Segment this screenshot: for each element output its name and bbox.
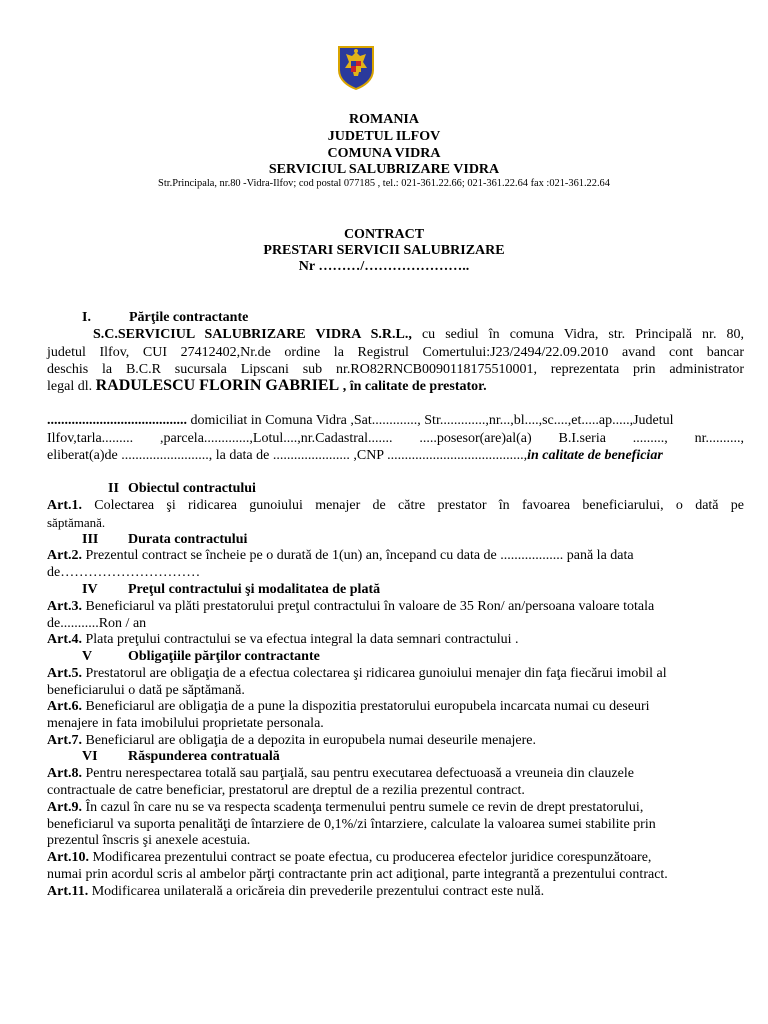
art-3-line-2: de...........Ron / an <box>47 616 147 631</box>
section-4-heading: Preţul contractului şi modalitatea de plată <box>128 582 381 597</box>
art-9-line-1 <box>47 799 744 816</box>
contract-subtitle: PRESTARI SERVICII SALUBRIZARE <box>263 243 505 258</box>
art-7-text: Beneficiarul are obligaţia de a depozita in europubela numai deseurile menajere. <box>82 733 537 748</box>
art-10-line-1 <box>47 849 744 866</box>
art-2-text: Prezentul contract se încheie pe o durată de 1(un) an, începand cu data de .................. pană la data <box>82 548 634 563</box>
art-6-line-1 <box>47 698 744 715</box>
parties-paragraph-line-3: deschis la B.C.R sucursala Lipscani sub nr.RO82RNCB0090118175510001, reprezentata prin administrator <box>47 362 744 377</box>
parties-paragraph-line-4 <box>47 377 744 395</box>
contract-number: Nr ………/………………….. <box>298 259 470 274</box>
beneficiary-address: domiciliat in Comuna Vidra ,Sat............., Str.............,nr...,bl....,sc....,et.....ap.....,Judetul <box>187 413 674 428</box>
art-1-text: Colectarea şi ridicarea gunoiului menajer de către prestator în favoarea beneficiarului, o dată pe <box>82 498 744 513</box>
parties-paragraph-line-1 <box>47 326 744 343</box>
legal-label: legal dl. <box>47 379 93 394</box>
art-10-line-2: numai prin acordul scris al ambelor părţi contractante prin act adiţional, parte integrantă a prezentului contract. <box>47 867 668 882</box>
beneficiary-role: in calitate de beneficiar <box>527 448 663 463</box>
art-9-label: Art.9. <box>47 800 82 815</box>
administrator-name: RADULESCU FLORIN GABRIEL <box>95 377 340 394</box>
art-10-label: Art.10. <box>47 850 89 865</box>
section-5-number: V <box>82 649 93 664</box>
header-address: Str.Principala, nr.80 -Vidra-Ilfov; cod postal 077185 , tel.: 021-361.22.66; 021-361.22.64 fax :021-361.22.64 <box>158 178 610 189</box>
art-7-line-1 <box>47 732 744 749</box>
art-1-line-1 <box>47 497 744 514</box>
section-3-number: III <box>82 532 99 547</box>
art-8-line-2: contractuale de catre beneficiar, prestatorul are dreptul de a rezilia prezentul contract. <box>47 783 525 798</box>
art-1-label: Art.1. <box>47 498 82 513</box>
prestator-role: , în calitate de prestator. <box>342 379 487 394</box>
section-5-heading: Obligaţiile părţilor contractante <box>128 649 320 664</box>
header-service: SERVICIUL SALUBRIZARE VIDRA <box>268 162 500 177</box>
beneficiary-line-1 <box>47 412 744 429</box>
art-8-line-1 <box>47 765 744 782</box>
header-county: JUDETUL ILFOV <box>327 129 441 144</box>
section-2-number: II <box>108 481 119 496</box>
art-11-line-1 <box>47 883 744 900</box>
header-commune: COMUNA VIDRA <box>327 146 441 161</box>
art-4-label: Art.4. <box>47 632 82 647</box>
art-5-label: Art.5. <box>47 666 82 681</box>
romania-coat-of-arms-icon <box>336 44 376 90</box>
beneficiary-name-blank: ........................................ <box>47 413 187 428</box>
art-3-text: Beneficiarul va plăti prestatorului preţul contractului în valoare de 35 Ron/ an/persoana valoare totala <box>82 599 655 614</box>
art-8-label: Art.8. <box>47 766 82 781</box>
art-4-line-1 <box>47 631 744 648</box>
art-5-text: Prestatorul are obligaţia de a efectua colectarea şi ridicarea gunoiului menajer din faţa fiecărui imobil al <box>82 666 667 681</box>
art-3-label: Art.3. <box>47 599 82 614</box>
art-10-text: Modificarea prezentului contract se poate efectua, cu producerea efectelor juridice corespunzătoare, <box>89 850 652 865</box>
header-country: ROMANIA <box>349 112 419 127</box>
art-6-label: Art.6. <box>47 699 82 714</box>
art-1-line-2: săptămană. <box>47 515 106 530</box>
art-3-line-1 <box>47 598 744 615</box>
section-6-heading: Răspunderea contratuală <box>128 749 280 764</box>
art-9-text: În cazul în care nu se va respecta scadenţa termenului pentru sumele ce revin de drept prestatorului, <box>82 800 644 815</box>
parties-paragraph-line-2: judetul Ilfov, CUI 27412402,Nr.de ordine la Registrul Comertului:J23/2494/22.09.2010 avand cont bancar <box>47 345 744 360</box>
section-1-number: I. <box>82 310 91 325</box>
art-9-line-3: prezentul înscris şi anexele acestuia. <box>47 833 251 848</box>
beneficiary-id-details: eliberat(a)de ........................., la data de ...................... ,CNP ......................................., <box>47 448 528 463</box>
section-1-heading: Părţile contractante <box>129 310 249 325</box>
section-3-heading: Durata contractului <box>128 532 248 547</box>
beneficiary-line-2: Ilfov,tarla......... ,parcela.............,Lotul....,nr.Cadastral....... .....posesor(are)al(a) B.I.seria ........., nr.........., <box>47 431 744 446</box>
art-8-text: Pentru nerespectarea totală sau parţială, sau pentru executarea defectuoasă a vreuneia din clauzele <box>82 766 634 781</box>
art-4-text: Plata preţului contractului se va efectua integral la data semnari contractului . <box>82 632 519 647</box>
company-name: S.C.SERVICIUL SALUBRIZARE VIDRA S.R.L., <box>93 327 412 342</box>
art-5-line-2: beneficiarului o dată pe săptămană. <box>47 683 245 698</box>
art-11-label: Art.11. <box>47 884 89 899</box>
section-2-heading: Obiectul contractului <box>128 481 256 496</box>
section-4-number: IV <box>82 582 98 597</box>
art-2-line-1 <box>47 547 744 564</box>
art-11-text: Modificarea unilaterală a oricăreia din prevederile prezentului contract este nulă. <box>88 884 545 899</box>
art-5-line-1 <box>47 665 744 682</box>
art-6-line-2: menajere in fata imobilului proprietate personala. <box>47 716 324 731</box>
art-7-label: Art.7. <box>47 733 82 748</box>
art-2-label: Art.2. <box>47 548 82 563</box>
art-2-line-2: de………………………… <box>47 565 201 580</box>
beneficiary-line-3 <box>47 447 744 464</box>
company-address: cu sediul în comuna Vidra, str. Principală nr. 80, <box>421 327 745 342</box>
art-6-text: Beneficiarul are obligaţia de a pune la dispozitia prestatorului europubela incarcata numai cu deseuri <box>82 699 650 714</box>
section-6-number: VI <box>82 749 98 764</box>
art-9-line-2: beneficiarul va suporta penalităţi de întarziere de 0,1%/zi întarziere, calculate la valoarea sumei stabilite prin <box>47 817 656 832</box>
contract-title: CONTRACT <box>343 227 425 242</box>
